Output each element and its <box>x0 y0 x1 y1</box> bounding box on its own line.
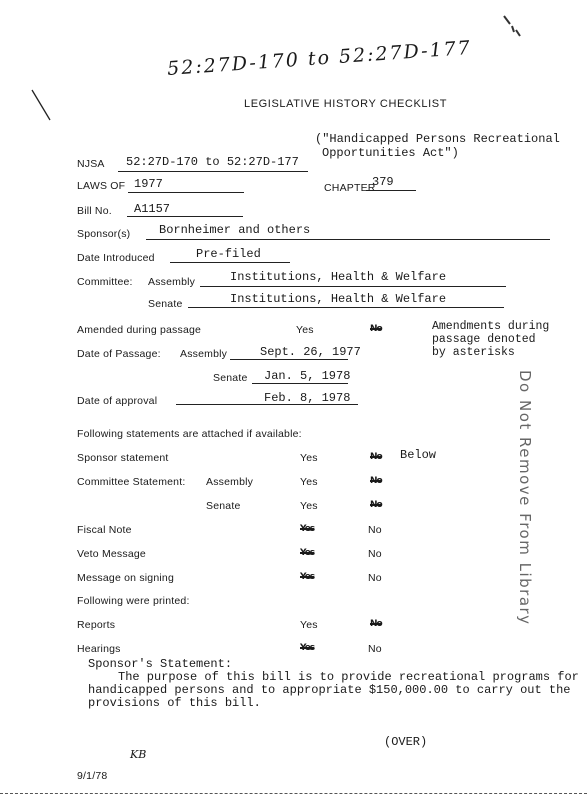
sponsors-value: Bornheimer and others <box>159 223 311 237</box>
approval-underline <box>176 404 358 405</box>
bottom-dashed-edge <box>0 793 587 794</box>
printed-reports-label: Reports <box>77 619 116 631</box>
statement-fiscal-yes-crossed: Yes <box>300 524 315 534</box>
passage-senate-underline <box>252 383 348 384</box>
committee-assembly-value: Institutions, Health & Welfare <box>230 270 447 284</box>
amended-yes: Yes <box>296 324 314 336</box>
statement-veto-no: No <box>368 548 382 560</box>
bill-no-value: A1157 <box>134 202 171 216</box>
amended-note-line2: passage denoted <box>432 333 536 346</box>
committee-label: Committee: <box>77 276 133 288</box>
date-introduced-underline <box>170 262 290 263</box>
statement-signing-no: No <box>368 572 382 584</box>
njsa-label: NJSA <box>77 158 105 170</box>
passage-assembly-value: Sept. 26, 1977 <box>260 345 361 359</box>
printed-hearings-yes-crossed: Yes <box>300 643 315 653</box>
corner-smudge-mark <box>500 12 530 42</box>
statement-veto-yes-crossed: Yes <box>300 548 315 558</box>
statement-sponsor-note: Below <box>400 448 437 462</box>
statement-committee-senate-no-crossed: No <box>370 500 382 510</box>
statement-committee-assembly-label: Assembly <box>206 476 254 488</box>
statement-sponsor-no-crossed: No <box>370 452 382 462</box>
amended-note-line3: by asterisks <box>432 346 515 359</box>
statement-veto-label: Veto Message <box>77 548 146 560</box>
statement-committee-senate-yes: Yes <box>300 500 318 512</box>
laws-of-label: LAWS OF <box>77 180 126 192</box>
date-introduced-label: Date Introduced <box>77 252 155 264</box>
committee-senate-underline <box>188 307 504 308</box>
laws-of-underline <box>128 192 244 193</box>
printed-reports-no-crossed: No <box>370 619 382 629</box>
amended-note-line1: Amendments during <box>432 320 550 333</box>
pen-stroke-mark <box>30 88 54 124</box>
passage-label: Date of Passage: <box>77 348 161 360</box>
passage-assembly-underline <box>230 359 348 360</box>
sponsor-statement-heading: Sponsor's Statement: <box>88 657 233 671</box>
njsa-value: 52:27D-170 to 52:27D-177 <box>126 155 299 169</box>
bill-no-label: Bill No. <box>77 205 112 217</box>
statement-sponsor-label: Sponsor statement <box>77 452 169 464</box>
statement-fiscal-no: No <box>368 524 382 536</box>
bill-no-underline <box>127 216 243 217</box>
printed-hearings-no: No <box>368 643 382 655</box>
statement-committee-assembly-no-crossed: No <box>370 476 382 486</box>
statements-heading: Following statements are attached if available: <box>77 428 302 440</box>
sponsors-label: Sponsor(s) <box>77 228 131 240</box>
printed-hearings-label: Hearings <box>77 643 121 655</box>
statement-committee-senate-label: Senate <box>206 500 241 512</box>
over-label: (OVER) <box>384 735 428 749</box>
statement-fiscal-label: Fiscal Note <box>77 524 132 536</box>
sponsor-statement-line1: The purpose of this bill is to provide recreational programs for <box>118 670 579 684</box>
library-stamp: Do Not Remove From Library <box>516 370 534 626</box>
handwritten-initials: KB <box>130 748 147 761</box>
statement-committee-assembly-yes: Yes <box>300 476 318 488</box>
printed-reports-yes: Yes <box>300 619 318 631</box>
approval-value: Feb. 8, 1978 <box>264 391 351 405</box>
act-name-line2: Opportunities Act") <box>322 146 459 160</box>
act-name-line1: ("Handicapped Persons Recreational <box>315 132 560 146</box>
approval-label: Date of approval <box>77 395 158 407</box>
page-title: LEGISLATIVE HISTORY CHECKLIST <box>244 98 448 110</box>
sponsor-statement-line2: handicapped persons and to appropriate $150,000.00 to carry out the <box>88 683 571 697</box>
passage-senate-label: Senate <box>213 372 248 384</box>
amended-label: Amended during passage <box>77 324 202 336</box>
handwritten-title: 52:27D-170 to 52:27D-177 <box>166 36 473 80</box>
statement-sponsor-yes: Yes <box>300 452 318 464</box>
footer-date: 9/1/78 <box>77 770 108 782</box>
chapter-label: CHAPTER <box>324 182 376 194</box>
njsa-underline <box>118 171 308 172</box>
committee-assembly-label: Assembly <box>148 276 196 288</box>
committee-assembly-underline <box>200 286 506 287</box>
passage-assembly-label: Assembly <box>180 348 228 360</box>
committee-senate-label: Senate <box>148 298 183 310</box>
chapter-underline <box>366 190 416 191</box>
passage-senate-value: Jan. 5, 1978 <box>264 369 351 383</box>
printed-heading: Following were printed: <box>77 595 190 607</box>
statement-committee-label: Committee Statement: <box>77 476 186 488</box>
amended-no-crossed: No <box>370 324 382 334</box>
statement-signing-label: Message on signing <box>77 572 174 584</box>
laws-of-value: 1977 <box>134 177 163 191</box>
chapter-value: 379 <box>372 175 394 189</box>
sponsor-statement-line3: provisions of this bill. <box>88 696 261 710</box>
date-introduced-value: Pre-filed <box>196 247 261 261</box>
committee-senate-value: Institutions, Health & Welfare <box>230 292 447 306</box>
sponsors-underline <box>146 239 550 240</box>
statement-signing-yes-crossed: Yes <box>300 572 315 582</box>
